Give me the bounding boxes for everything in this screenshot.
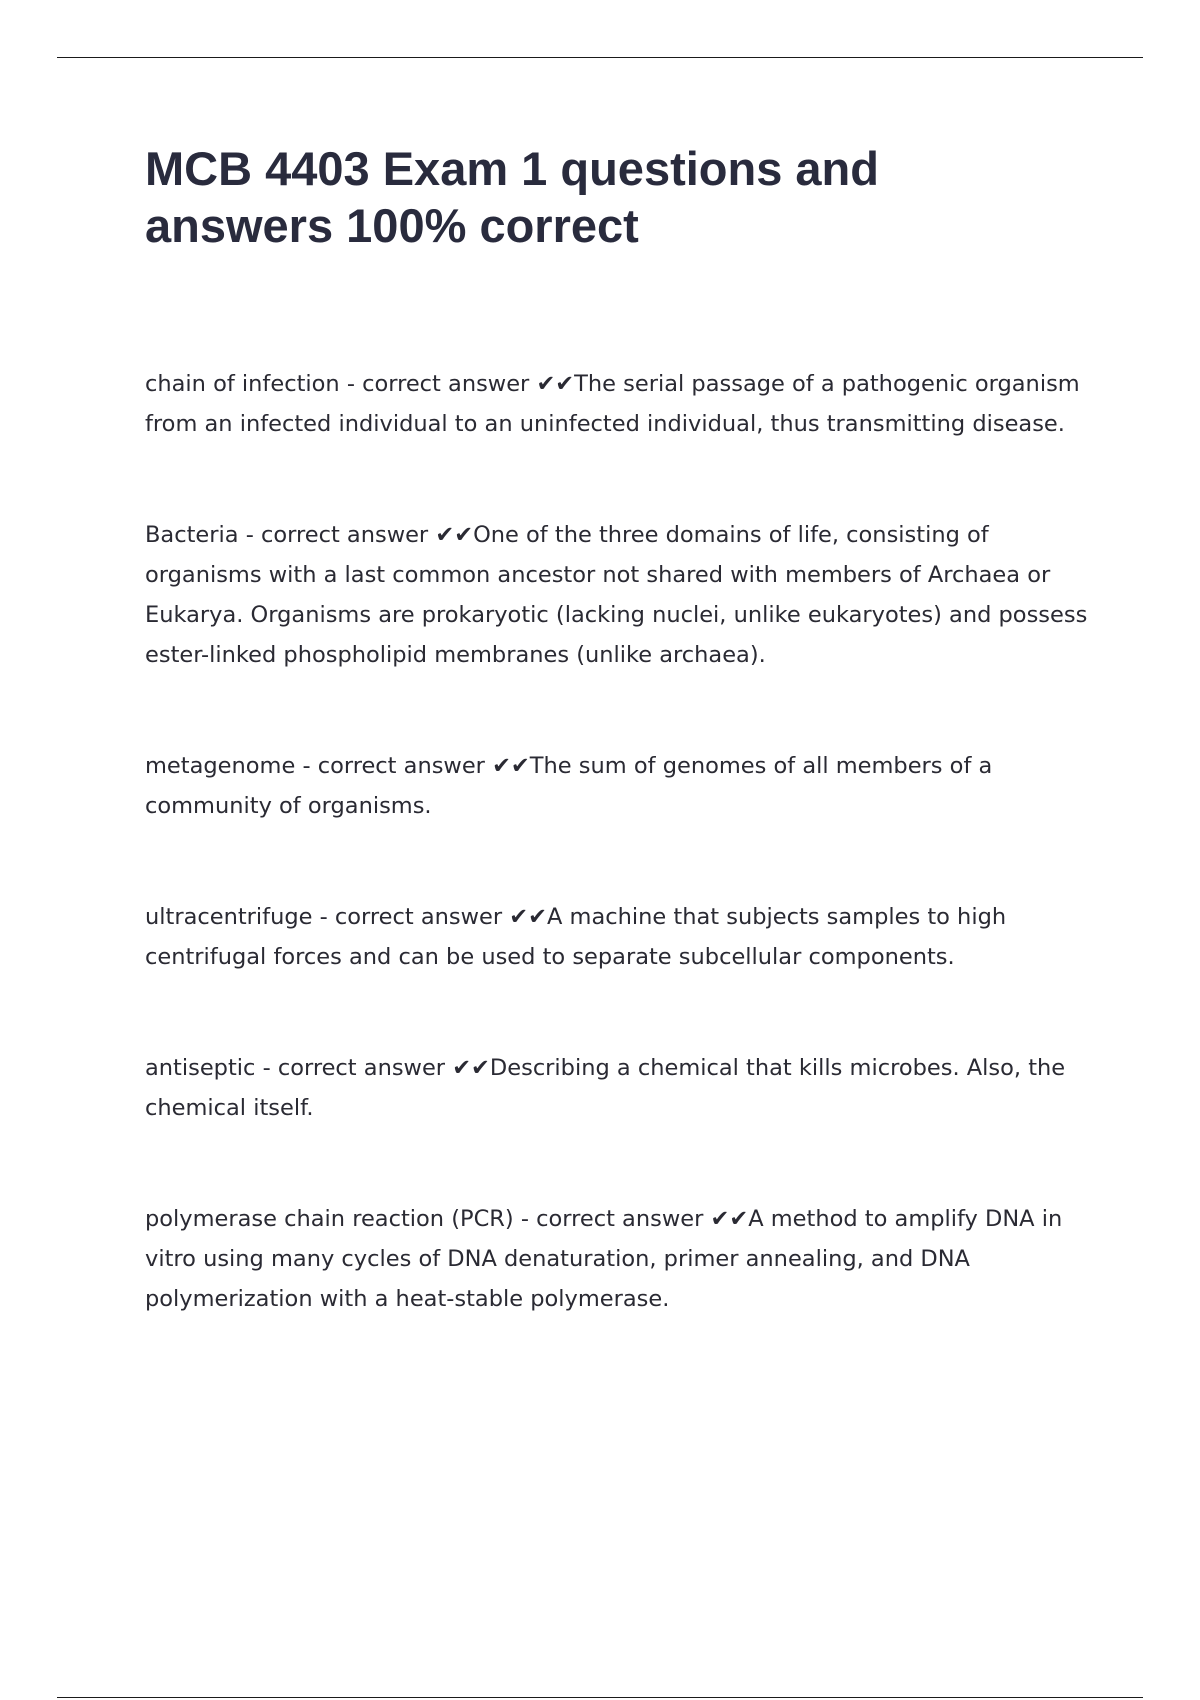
check-marks-icon: ✔✔ [452,1055,490,1081]
entry-term: polymerase chain reaction (PCR) [145,1206,514,1232]
entry-separator: - correct answer [295,753,493,779]
qa-list [145,364,1095,1319]
bottom-rule [57,1697,1143,1698]
entry-separator: - correct answer [339,371,537,397]
check-marks-icon: ✔✔ [435,522,474,548]
qa-entry [145,1048,1095,1128]
top-rule [57,57,1143,58]
entry-definition: The serial passage of a pathogenic organism from an infected individual to an uninfected individual, thus transmitting disease. [145,371,1080,437]
qa-entry [145,1199,1095,1319]
qa-entry [145,897,1095,977]
entry-separator: - correct answer [312,904,510,930]
entry-separator: - correct answer [255,1055,453,1081]
qa-entry [145,364,1095,444]
check-marks-icon: ✔✔ [509,904,547,930]
entry-term: Bacteria [145,522,239,548]
entry-definition: A method to amplify DNA in vitro using many cycles of DNA denaturation, primer annealing, and DNA polymerization with a heat-stable polymerase. [145,1206,1063,1312]
entry-term: metagenome [145,753,296,779]
check-marks-icon: ✔✔ [492,753,530,779]
entry-definition: Describing a chemical that kills microbes. Also, the chemical itself. [145,1055,1066,1121]
entry-separator: - correct answer [238,522,436,548]
check-marks-icon: ✔✔ [536,371,575,397]
check-marks-icon: ✔✔ [710,1206,749,1232]
entry-separator: - correct answer [513,1206,711,1232]
entry-definition: The sum of genomes of all members of a community of organisms. [145,753,993,819]
qa-entry [145,746,1095,826]
entry-term: ultracentrifuge [145,904,313,930]
entry-term: antiseptic [145,1055,256,1081]
qa-entry [145,515,1095,675]
document-title: MCB 4403 Exam 1 questions and answers 100% correct [145,142,879,252]
entry-definition: One of the three domains of life, consisting of organisms with a last common ancestor not shared with members of Archaea or Eukarya. Organisms are prokaryotic (lacking nuclei, unlike eukaryotes) and possess ester-linked phospholipid membranes (unlike archaea). [145,522,1088,668]
entry-definition: A machine that subjects samples to high centrifugal forces and can be used to separate subcellular components. [145,904,1007,970]
entry-term: chain of infection [145,371,340,397]
